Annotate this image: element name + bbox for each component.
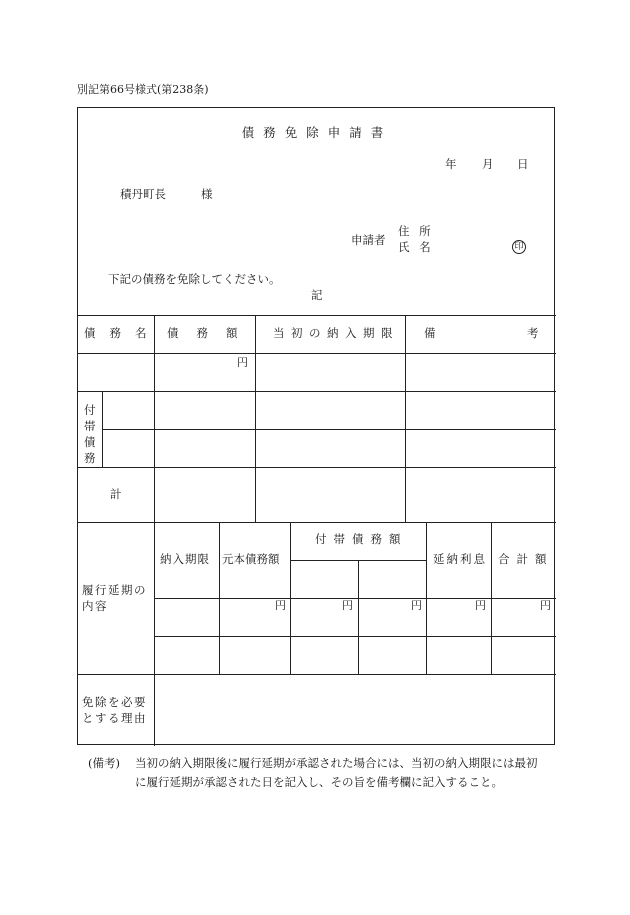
line-extension-header-bottom: [154, 598, 556, 599]
vline-f: [358, 560, 359, 674]
incidental-label-2: 帯: [84, 419, 96, 433]
yen-unit-row1: 円: [237, 356, 248, 369]
yen-unit-principal: 円: [275, 599, 286, 612]
vline-h: [491, 522, 492, 674]
ext-header-total: 合計額: [498, 552, 554, 566]
ext-header-interest: 延納利息: [433, 552, 487, 566]
extension-section-label: 履行延期の内容: [82, 583, 147, 613]
line-incidental-bottom: [78, 467, 556, 468]
incidental-label-3: 債: [84, 435, 96, 449]
vline-g: [426, 522, 427, 674]
vline-c: [405, 315, 406, 522]
date-day: 日: [517, 157, 529, 171]
vline-d: [219, 522, 220, 674]
vline-e: [290, 522, 291, 674]
yen-unit-incidental-1: 円: [342, 599, 353, 612]
remarks-note-line1: 当初の納入期限後に履行延期が承認された場合には、当初の納入期限には最初: [135, 756, 538, 770]
form-title: 債務免除申請書: [241, 125, 393, 140]
applicant-name-label: 氏 名: [398, 240, 434, 254]
exemption-reason-label: 免除を必要とする理由: [82, 695, 147, 725]
vline-a: [154, 315, 155, 674]
line-extension-row1-bottom: [154, 636, 556, 637]
seal-icon: 印: [512, 240, 526, 254]
addressee-name: 積丹町長: [120, 187, 166, 201]
incidental-label-1: 付: [84, 403, 96, 417]
remarks-note-line2: に履行延期が承認された日を記入し、その旨を備考欄に記入すること。: [135, 775, 503, 789]
remarks-note-label: (備考): [88, 756, 120, 770]
form-number-label: 別記第66号様式(第238条): [77, 83, 209, 96]
ext-header-payment-due: 納入期限: [160, 552, 210, 566]
applicant-address-label: 住 所: [398, 224, 434, 238]
header-remarks-1: 備: [424, 326, 436, 340]
yen-unit-incidental-2: 円: [411, 599, 422, 612]
date-month: 月: [482, 157, 494, 171]
incidental-label-4: 務: [84, 451, 96, 465]
request-text: 下記の債務を免除してください。: [108, 272, 281, 286]
ki-mark: 記: [311, 288, 323, 302]
line-incidental-mid: [102, 429, 556, 430]
line-total-bottom: [78, 522, 556, 523]
ext-header-incidental: 付帯債務額: [315, 532, 408, 546]
yen-unit-interest: 円: [475, 599, 486, 612]
line-extension-bottom: [78, 674, 556, 675]
total-label: 計: [110, 487, 122, 501]
date-year: 年: [445, 157, 457, 171]
header-debt-name: 債務名: [84, 326, 161, 340]
yen-unit-total: 円: [540, 599, 551, 612]
header-remarks-2: 考: [527, 326, 539, 340]
addressee-honorific: 様: [201, 187, 213, 201]
vline-reason: [154, 674, 155, 746]
application-form: [77, 107, 555, 745]
ext-header-principal: 元本債務額: [222, 552, 280, 566]
header-original-due: 当初の納入期限: [273, 326, 399, 340]
header-debt-amount: 債務額: [167, 326, 256, 340]
vline-incidental: [102, 391, 103, 467]
applicant-label: 申請者: [351, 233, 386, 247]
line-row1-bottom: [78, 391, 556, 392]
line-header-bottom: [78, 353, 556, 354]
vline-b: [255, 315, 256, 522]
line-header-top: [78, 315, 556, 316]
